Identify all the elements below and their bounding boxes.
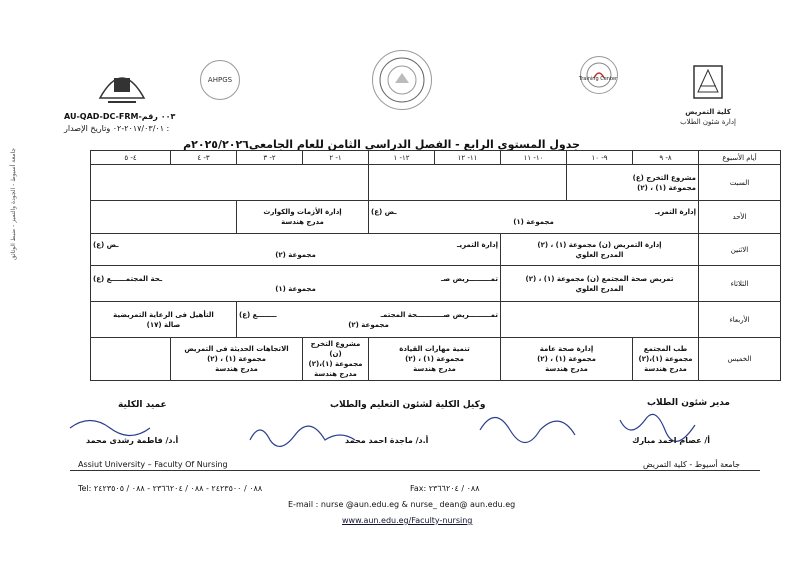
page-title: جدول المستوى الرابع - الفصل الدراسي الثامن للعام الجامعي٢٠٢٥/٢٠٢٦م [183, 138, 580, 151]
schedule-cell [237, 302, 501, 338]
course-name-end: ـض (ع) [371, 208, 397, 216]
course-location: مدرج هندسة [413, 365, 456, 373]
course-group: مجموعة (١)،(٢) [638, 355, 693, 363]
row-wednesday [91, 302, 781, 338]
schedule-cell [369, 201, 699, 234]
header-slot: ٩- ١٠ [567, 151, 633, 165]
footer-divider [70, 470, 760, 471]
doc-number [64, 112, 175, 121]
course-name: تمريض صحة المجتمع (ن) مجموعة (١) ، (٢) [525, 274, 674, 283]
course-name-end: ـض (ع) [93, 240, 119, 249]
ahpgs-logo [200, 60, 240, 100]
course-location: مدرج هندسة [215, 365, 258, 373]
course-name: تمـــــــــريض صـ [441, 274, 498, 283]
vice-dean-name: أ.د/ ماجدة احمد محمد [345, 436, 429, 445]
course-name: طب المجتمع [643, 345, 688, 353]
course-name: إدارة التمريـ [457, 240, 498, 249]
course-location: المدرج العلوي [575, 250, 624, 259]
schedule-cell [91, 234, 501, 266]
header-slot: ٤- ٥ [91, 151, 171, 165]
issue-date [64, 124, 169, 133]
header-row [91, 151, 781, 165]
course-name: إدارة التمريـ [655, 208, 696, 216]
issue-date-value: ٢٠١٧/٠٣/٠١-٠٢ [112, 124, 164, 133]
header-slot: ٨- ٩ [633, 151, 699, 165]
row-sunday [91, 201, 781, 234]
dean-title: عميد الكلية [118, 400, 167, 410]
schedule-table [90, 150, 781, 381]
faculty-logo [688, 62, 728, 106]
header-slot: ١٢- ١ [369, 151, 435, 165]
ahpgs-label: AHPGS [207, 76, 233, 84]
footer-tel: Tel: ٠٨٨ / ٢٤٢٣٥٠٠ - ٠٨٨ / ٢٣٦٦٢٠٤ - ٠٨٨ / ٢٤٢٣٥٠٥ [78, 484, 263, 493]
schedule-cell [501, 338, 633, 381]
schedule-cell-empty [369, 165, 567, 201]
course-name: إدارة التمريض (ن) مجموعة (١) ، (٢) [537, 240, 662, 249]
course-name-end: ــــــــع (ع) [239, 310, 277, 319]
day-label: الخميس [699, 338, 781, 381]
course-location: المدرج العلوي [575, 284, 624, 293]
signature-scribble [470, 400, 790, 460]
schedule-cell [567, 165, 699, 201]
schedule-cell [237, 201, 369, 234]
day-label: الاثنين [699, 234, 781, 266]
course-name: التأهيل فى الرعاية التمريضية [113, 310, 214, 319]
schedule-cell [171, 338, 303, 381]
schedule-cell [91, 266, 501, 302]
row-monday [91, 234, 781, 266]
course-group: مجموعة (١) ، (٢) [537, 355, 596, 363]
course-name: مشروع التخرج [310, 340, 361, 348]
course-type: (ن) [329, 350, 342, 358]
training-center-logo [580, 56, 618, 94]
course-name: الاتجاهات الحديثة فى التمريض [184, 345, 289, 353]
students-affairs-title: مدير شئون الطلاب [647, 398, 730, 408]
day-label: الأربعاء [699, 302, 781, 338]
row-thursday [91, 338, 781, 381]
schedule-cell [633, 338, 699, 381]
schedule-cell-empty [91, 165, 369, 201]
header-slot: ١٠- ١١ [501, 151, 567, 165]
schedule-cell [501, 266, 699, 302]
course-location: مدرج هندسة [545, 365, 588, 373]
header-slot: ٣- ٤ [171, 151, 237, 165]
course-group: مجموعة (٢) [275, 250, 316, 259]
footer-email: E-mail : nurse @aun.edu.eg & nurse_ dean@ aun.edu.eg [288, 500, 516, 509]
issue-date-label: وتاريخ الإصدار : [64, 124, 170, 133]
doc-number-label: رقم [141, 112, 158, 121]
course-name: تنمية مهارات القيادة [399, 345, 470, 353]
course-group: مجموعة (٢) [348, 320, 389, 329]
course-location: صالة (١٧) [146, 320, 181, 329]
doc-number-value: AU-QAD-DC-FRM-٠٠٣ [64, 112, 176, 121]
footer-en-name: Assiut University – Faculty Of Nursing [78, 460, 228, 469]
course-location: مدرج هندسة [644, 365, 687, 373]
schedule-cell [369, 338, 501, 381]
header-slot: ٢- ٣ [237, 151, 303, 165]
assiut-university-logo [94, 58, 150, 108]
schedule-cell-empty [91, 201, 237, 234]
course-group: مجموعة (١) [275, 284, 316, 293]
header-days: أيام الأسبوع [699, 151, 781, 165]
side-vertical-text: جامعة أسيوط - الجودة والتميز - ضبط الوثائق [10, 147, 17, 260]
college-name: كلية التمريض [685, 108, 731, 116]
course-group: مجموعة (١) ، (٢) [207, 355, 266, 363]
course-name: إدارة الأزمات والكوارث [263, 208, 342, 216]
schedule-cell [303, 338, 369, 381]
students-affairs-name: أ/ عصام احمد مبارك [632, 436, 710, 445]
schedule-cell [501, 234, 699, 266]
course-name-end: ـحة المجتمــــــع (ع) [93, 274, 163, 283]
header-slot: ١- ٢ [303, 151, 369, 165]
dept-name: إدارة شئون الطلاب [680, 118, 736, 126]
vice-dean-title: وكيل الكلية لشئون التعليم والطلاب [330, 400, 486, 410]
schedule-cell [91, 302, 237, 338]
header-slot: ١١- ١٢ [435, 151, 501, 165]
course-group: مجموعة (١) [513, 218, 554, 226]
course-name: إدارة صحة عامة [539, 345, 594, 353]
day-label: الأحد [699, 201, 781, 234]
row-saturday [91, 165, 781, 201]
signature-scribble [240, 410, 390, 460]
course-location: مدرج هندسة [281, 218, 324, 226]
footer-ar-name: جامعة أسيوط - كلية التمريض [642, 460, 740, 469]
dean-name: أ.د/ فاطمة رشدى محمد [86, 436, 179, 445]
course-location: مدرج هندسة [314, 370, 357, 378]
course-group: مجموعة (١) ، (٢) [405, 355, 464, 363]
quality-assurance-logo [372, 50, 432, 110]
schedule-cell-empty [91, 338, 171, 381]
course-group: مجموعة (١) ، (٢) [637, 183, 696, 192]
row-tuesday [91, 266, 781, 302]
course-name: مشروع التخرج (ع) [632, 173, 696, 182]
day-label: السبت [699, 165, 781, 201]
course-name: تمـــــــــريض صـــــــــــحة المجتمـ [380, 310, 498, 319]
course-group: مجموعة (١)،(٢) [308, 360, 363, 368]
footer-url[interactable]: www.aun.edu.eg/Faculty-nursing [342, 516, 473, 525]
schedule-cell-empty [501, 302, 699, 338]
day-label: الثلاثاء [699, 266, 781, 302]
footer-fax: Fax: ٠٨٨ / ٢٣٦٦٢٠٤ [410, 484, 480, 493]
training-center-label: Training Center [578, 76, 618, 82]
